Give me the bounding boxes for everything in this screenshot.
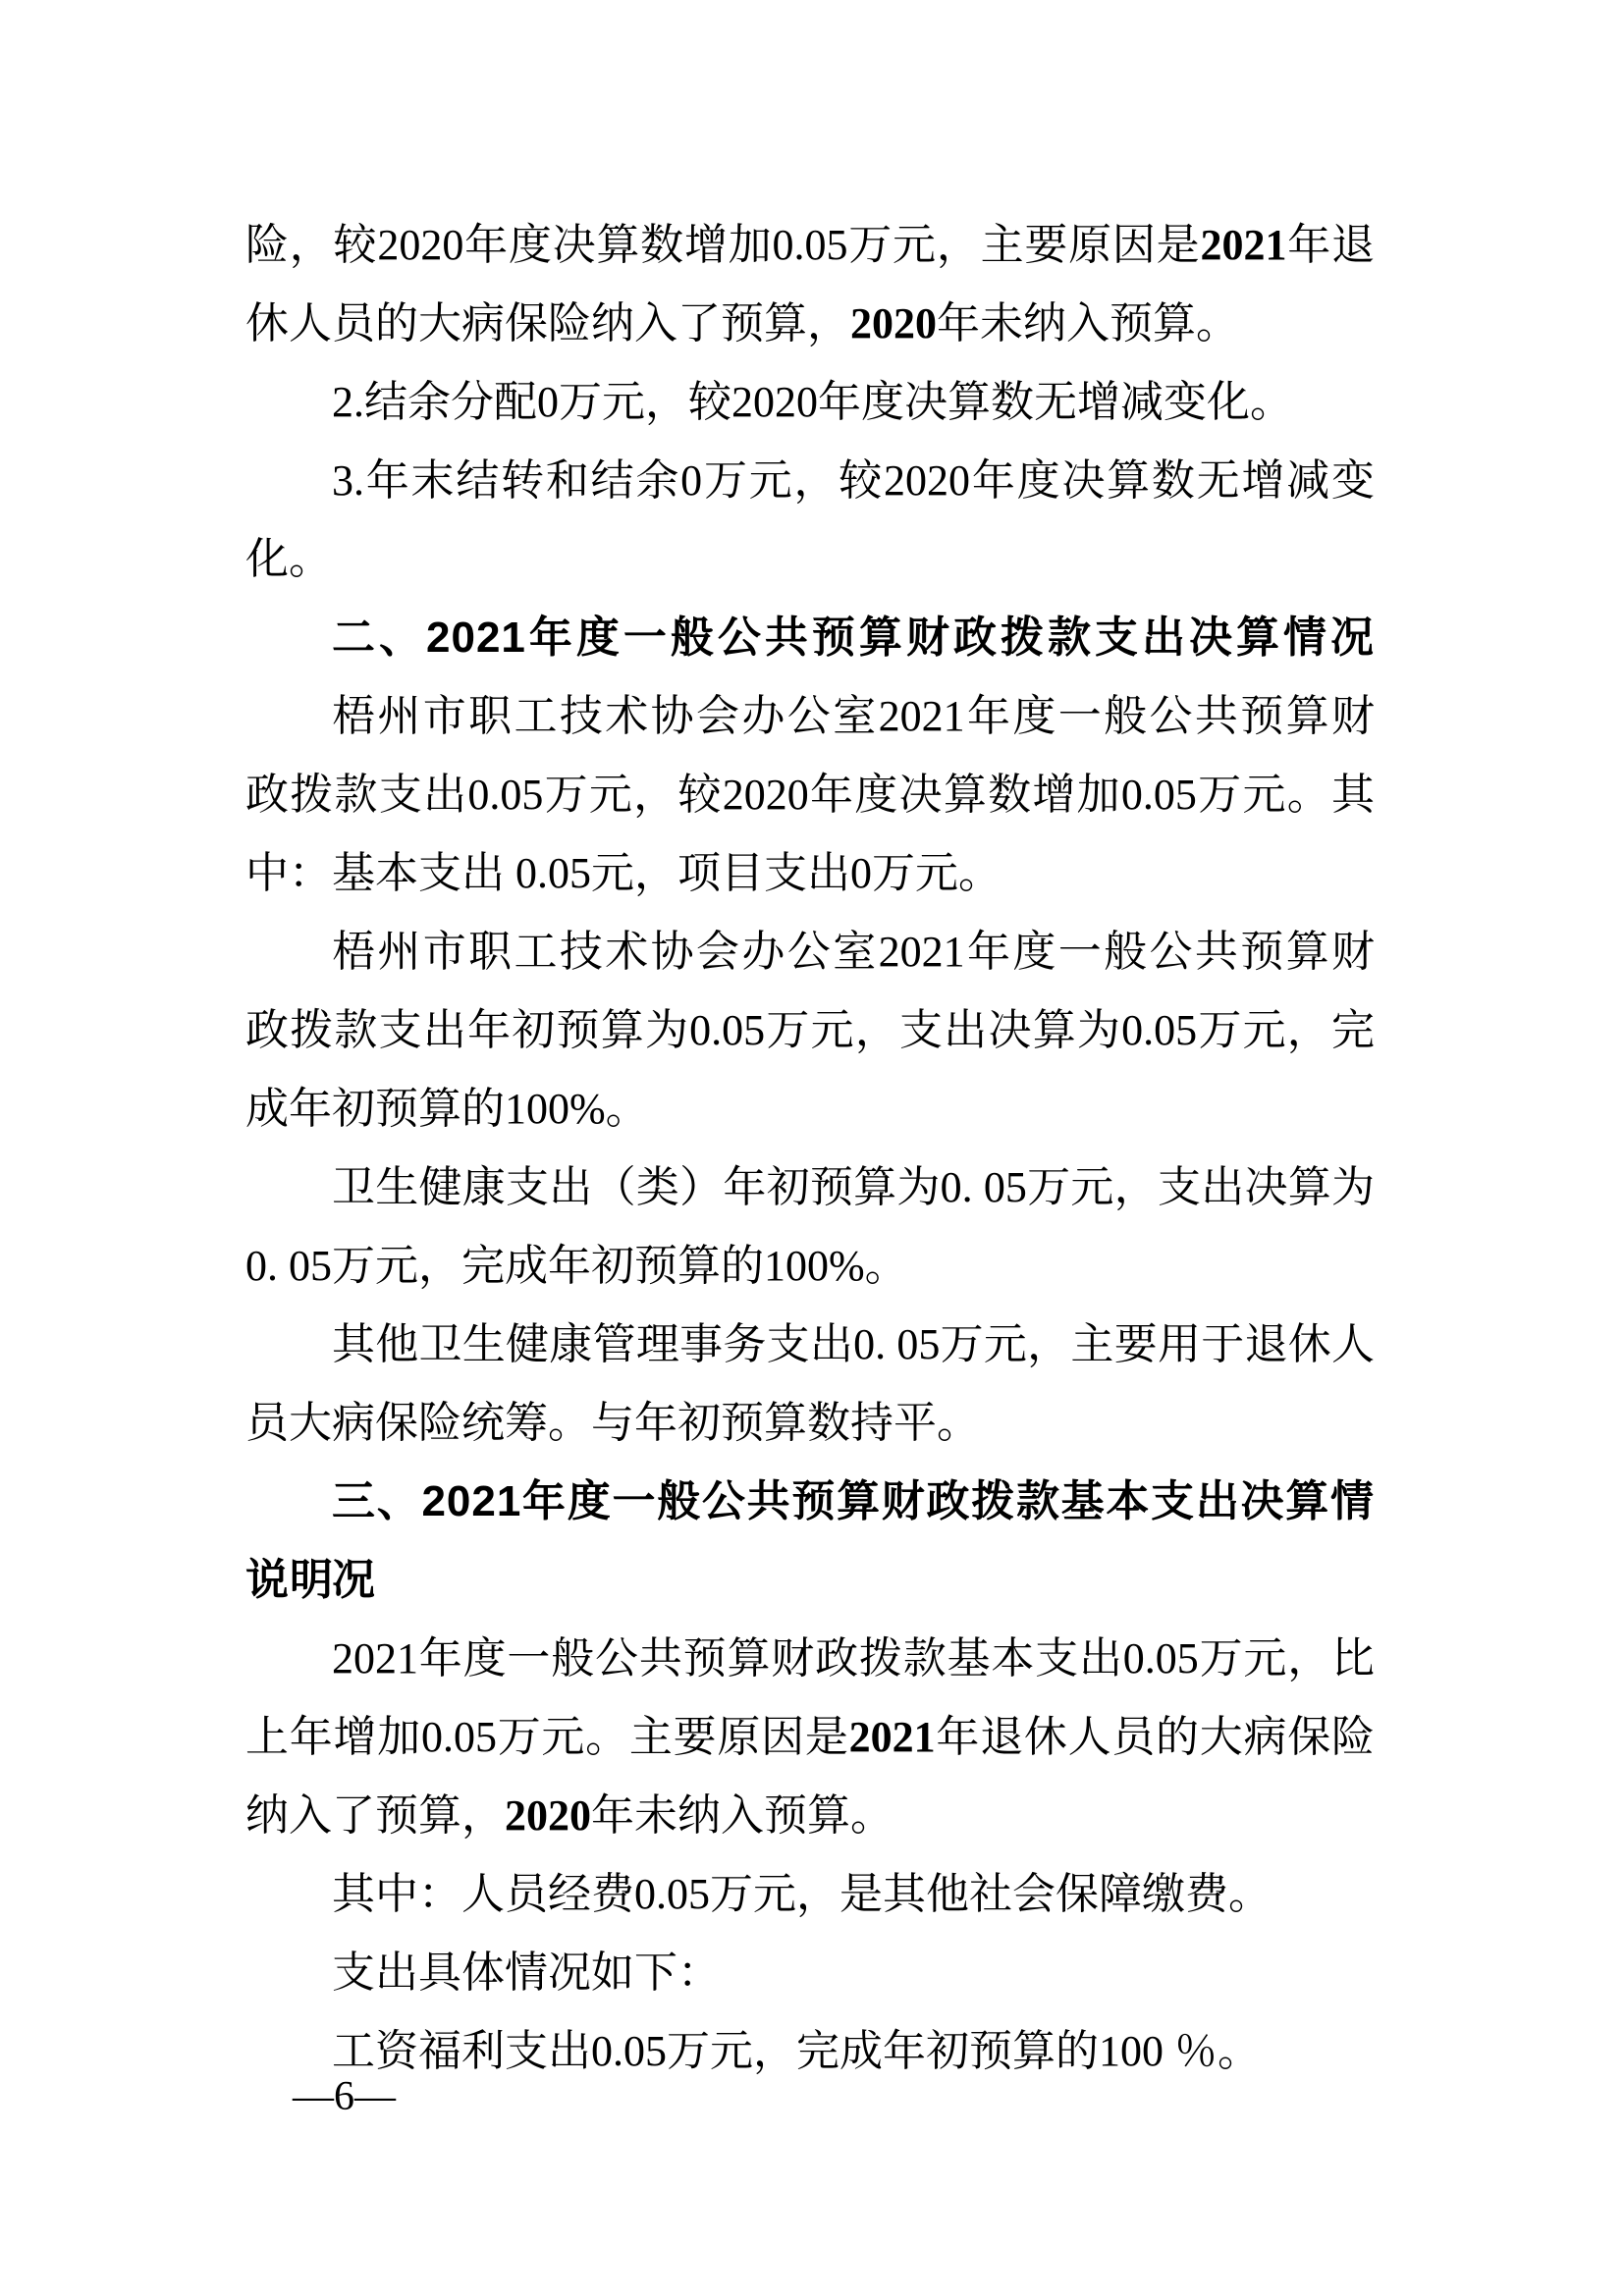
text-segment: 政拨款支出年初预算为0.05万元，支出决算为0.05万元，完	[245, 1006, 1375, 1054]
text-segment: 三、2021年度一般公共预算财政拨款基本支出决算情况	[332, 1477, 1375, 1604]
page-number: —6—	[293, 2074, 396, 2119]
text-segment: 其他卫生健康管理事务支出0. 05万元，主要用于退休人	[332, 1320, 1375, 1368]
text-line-4	[245, 442, 1375, 520]
text-line-3	[245, 363, 1375, 442]
text-line-1	[245, 206, 1375, 285]
text-line-10	[245, 913, 1375, 991]
text-line-6	[245, 599, 1375, 677]
text-line-8	[245, 756, 1375, 834]
text-segment: 2021年度一般公共预算财政拨款基本支出0.05万元，比	[332, 1634, 1375, 1682]
bold-year-segment: 2021	[848, 1713, 936, 1761]
text-line-7	[245, 677, 1375, 756]
text-line-19	[245, 1620, 1375, 1698]
text-line-21	[245, 1777, 1375, 1855]
text-segment: 其中：人员经费0.05万元，是其他社会保障缴费。	[332, 1870, 1272, 1918]
text-segment: 员大病保险统筹。与年初预算数持平。	[245, 1399, 980, 1447]
text-line-23	[245, 1934, 1375, 2012]
text-line-11	[245, 991, 1375, 1070]
bold-year-segment: 2021	[1200, 221, 1287, 269]
text-segment: 成年初预算的100%。	[245, 1085, 649, 1133]
text-segment: 年未纳入预算。	[937, 299, 1239, 347]
text-segment: 说明	[245, 1556, 334, 1604]
text-line-12	[245, 1070, 1375, 1148]
text-segment: 化。	[245, 535, 332, 583]
text-segment: 二、2021年度一般公共预算财政拨款支出决算情况	[332, 614, 1375, 662]
text-segment: 险，较2020年度决算数增加0.05万元，主要原因是	[245, 221, 1201, 269]
text-segment: 0. 05万元，完成年初预算的100%。	[245, 1242, 908, 1290]
text-line-15	[245, 1306, 1375, 1384]
text-segment: 年退休人员的大病保险	[935, 1713, 1375, 1761]
text-line-9	[245, 834, 1375, 913]
document-body	[245, 206, 1375, 2091]
text-segment: 政拨款支出0.05万元，较2020年度决算数增加0.05万元。其	[245, 771, 1375, 819]
text-line-2	[245, 285, 1375, 363]
text-line-16	[245, 1384, 1375, 1463]
text-segment: 3.年末结转和结余0万元，较2020年度决算数无增减变	[332, 456, 1375, 505]
text-segment: 中：基本支出 0.05元，项目支出0万元。	[245, 849, 1001, 897]
text-segment: 休人员的大病保险纳入了预算，	[245, 299, 850, 347]
text-segment: 卫生健康支出（类）年初预算为0. 05万元，支出决算为	[332, 1163, 1375, 1211]
text-segment: 年退	[1286, 221, 1375, 269]
text-line-18	[245, 1541, 1375, 1620]
text-segment: 梧州市职工技术协会办公室2021年度一般公共预算财	[332, 692, 1375, 740]
text-line-5	[245, 520, 1375, 599]
text-segment: 2.结余分配0万元，较2020年度决算数无增减变化。	[332, 378, 1293, 426]
text-line-24	[245, 2012, 1375, 2091]
bold-year-segment: 2020	[505, 1791, 591, 1840]
text-segment: 纳入了预算，	[245, 1791, 505, 1840]
text-line-22	[245, 1855, 1375, 1934]
text-segment: 年未纳入预算。	[591, 1791, 893, 1840]
text-line-13	[245, 1148, 1375, 1227]
text-segment: 支出具体情况如下：	[332, 1949, 721, 1997]
bold-year-segment: 2020	[850, 299, 937, 347]
text-segment: 上年增加0.05万元。主要原因是	[245, 1713, 849, 1761]
text-segment: 工资福利支出0.05万元，完成年初预算的100 ％。	[332, 2027, 1261, 2075]
text-line-20	[245, 1698, 1375, 1777]
text-line-14	[245, 1227, 1375, 1306]
text-segment: 梧州市职工技术协会办公室2021年度一般公共预算财	[332, 928, 1375, 976]
